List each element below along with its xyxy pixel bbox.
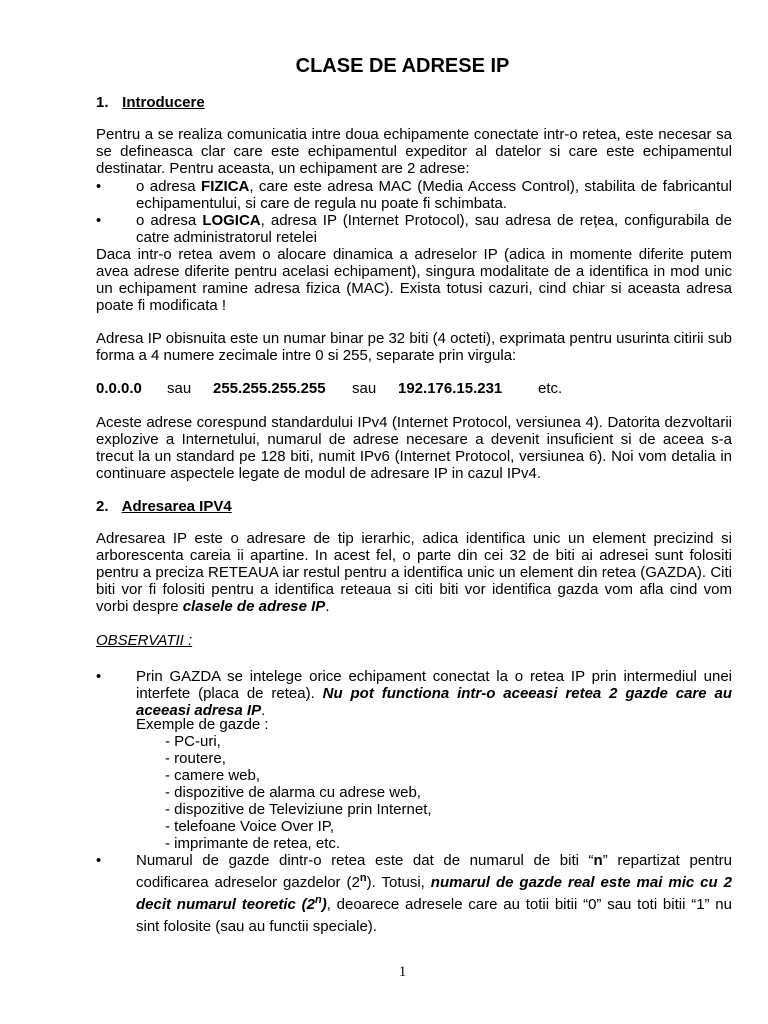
section-number: 1. — [96, 94, 109, 111]
list-item: - telefoane Voice Over IP, — [165, 818, 334, 835]
ip-example-2: 255.255.255.255 — [213, 380, 326, 397]
list-item: - imprimante de retea, etc. — [165, 835, 341, 852]
list-item: - routere, — [165, 750, 226, 767]
ip-example-3: 192.176.15.231 — [398, 380, 503, 397]
bullet-text: Prin GAZDA se intelege orice echipament conectat la o retea IP prin intermediul unei interfete (placa de retea). Nu pot functiona intr-o aceeasi retea 2 gazde care au aceeasi adresa IP. — [136, 668, 732, 719]
observatii-heading: OBSERVATII : — [96, 632, 193, 649]
list-item: - camere web, — [165, 767, 261, 784]
separator-sau: sau — [167, 380, 192, 397]
list-item: - dispozitive de Televiziune prin Internet, — [165, 801, 432, 818]
bullet-text: o adresa FIZICA, care este adresa MAC (Media Access Control), stabilita de fabricantul echipamentului, si care de regula nu poate fi schimbata. — [136, 178, 732, 212]
bullet-icon: • — [96, 668, 102, 685]
ipv4-paragraph: Adresarea IP este o adresare de tip ierarhic, adica identifica unic un element precizind si arborescenta careia ii apartine. In acest fel, o parte din cei 32 de biti ai adresei sunt folositi pentru a preciza RETEAUA iar restul pentru a identifica unic un element din retea (GAZDA). Citi biti vor fi folositi pentru a identifica reteaua si citi biti vor identifica gazda vom afla cind vom vorbi despre clasele de adrese IP. — [96, 530, 732, 615]
section-heading-adresarea — [96, 498, 732, 515]
intro-paragraph-4: Aceste adrese corespund standardului IPv4 (Internet Protocol, versiunea 4). Datorita dezvoltarii explozive a Internetului, numarul de adrese necesare a devenit insuficient si de aceea s-a trecut la un standard pe 128 biti, numit IPv6 (Internet Protocol, versiunea 6). Noi vom detalia in continuare aspectele legate de modul de adresare IP in cazul IPv4. — [96, 414, 732, 482]
list-item: - PC-uri, — [165, 733, 221, 750]
bullet-text: o adresa LOGICA, adresa IP (Internet Protocol), sau adresa de rețea, configurabila de catre administratorul retelei — [136, 212, 732, 246]
page-title: CLASE DE ADRESE IP — [295, 55, 510, 77]
section-label: Adresarea IPV4 — [121, 498, 232, 515]
section-label: Introducere — [122, 94, 205, 111]
examples-list — [165, 733, 432, 852]
section-number: 2. — [96, 498, 109, 515]
intro-paragraph-2: Daca intr-o retea avem o alocare dinamica a adreselor IP (adica in momente diferite putem avea adrese diferite pentru acelasi echipament), singura modalitate de a identifica in mod unic un echipament ramine adresa fizica (MAC). Exista totusi cazuri, cind chiar si aceasta adresa poate fi modificata ! — [96, 246, 732, 314]
ip-example-1: 0.0.0.0 — [96, 380, 142, 397]
separator-sau: sau — [352, 380, 377, 397]
section-heading-introducere — [96, 94, 732, 111]
bullet-icon: • — [96, 178, 102, 195]
list-item: - dispozitive de alarma cu adrese web, — [165, 784, 421, 801]
bullet-icon: • — [96, 212, 102, 229]
intro-paragraph-1: Pentru a se realiza comunicatia intre doua echipamente conectate intr-o retea, este necesar sa se defineasca clar care este echipamentul expeditor al datelor si care este echipamentul destinatar. Pentru aceasta, un echipament are 2 adrese: — [96, 126, 732, 177]
page-number: 1 — [398, 964, 407, 980]
examples-title: Exemple de gazde : — [136, 716, 269, 733]
bullet-text: Numarul de gazde dintr-o retea este dat de numarul de biti “n” repartizat pentru codificarea adreselor gazdelor (2$^n$). Totusi, numarul de gazde real este mai mic cu 2 decit numarul teoretic (2$^n$), deoarece adresele care au totii bitii “0” sau toti bitii “1” nu sint folosite (sau au functii speciale). — [136, 852, 732, 935]
bullet-icon: • — [96, 852, 102, 869]
intro-paragraph-3: Adresa IP obisnuita este un numar binar pe 32 biti (4 octeti), exprimata pentru usurinta citirii sub forma a 4 numere zecimale intre 0 si 255, separate prin virgula: — [96, 330, 732, 364]
etc-label: etc. — [538, 380, 563, 397]
